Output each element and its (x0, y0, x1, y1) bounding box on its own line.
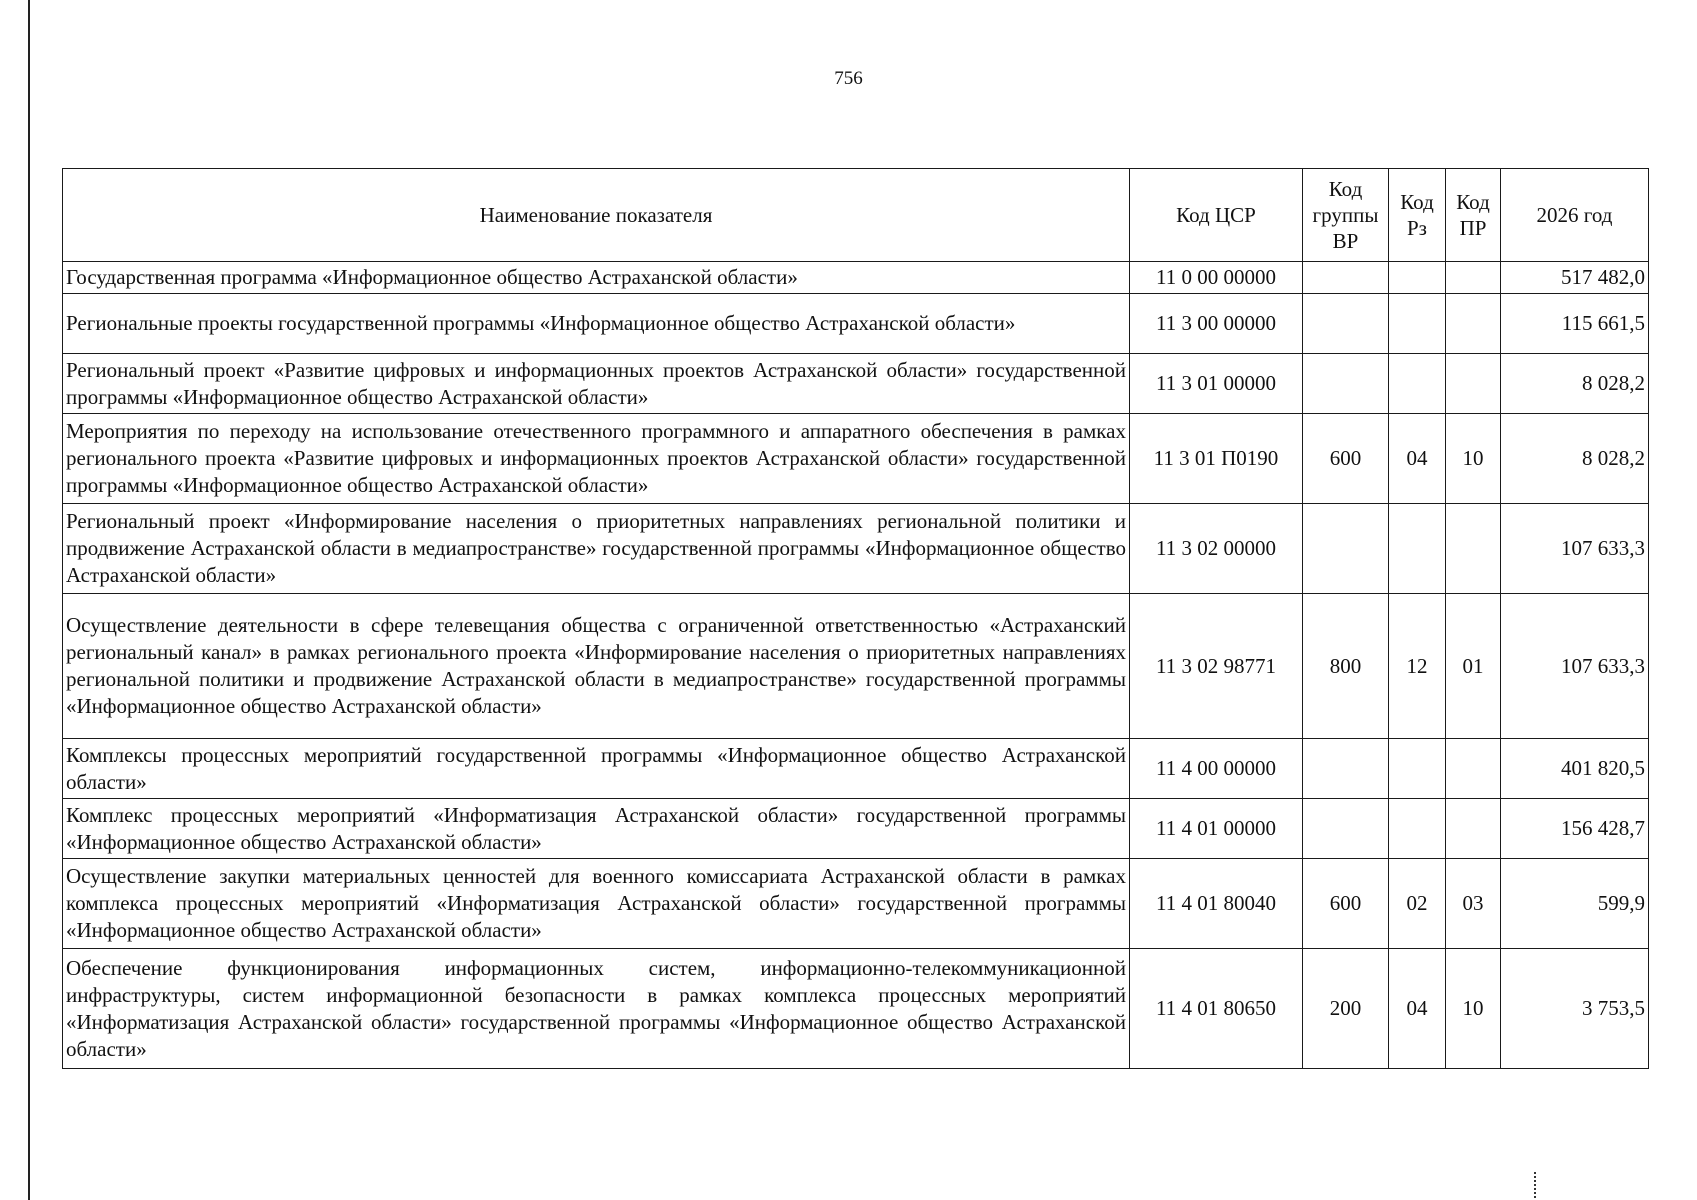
row-csr: 11 4 01 00000 (1130, 799, 1303, 859)
row-pr: 01 (1446, 594, 1501, 739)
header-vr: Код группы ВР (1303, 169, 1389, 262)
row-amount: 3 753,5 (1501, 949, 1649, 1069)
row-csr: 11 3 02 98771 (1130, 594, 1303, 739)
row-name: Мероприятия по переходу на использование отечественного программного и аппаратного обеспечения в рамках регионального проекта «Развитие цифровых и информационных проектов Астраханской области» государственной программы «Информационное общество Астраханской области» (63, 414, 1130, 504)
row-amount: 156 428,7 (1501, 799, 1649, 859)
row-rz: 02 (1389, 859, 1446, 949)
scan-artifact-mark (1534, 1172, 1539, 1198)
row-amount: 107 633,3 (1501, 504, 1649, 594)
row-vr (1303, 262, 1389, 294)
row-amount: 517 482,0 (1501, 262, 1649, 294)
row-name: Региональные проекты государственной программы «Информационное общество Астраханской области» (63, 294, 1130, 354)
row-name: Комплексы процессных мероприятий государственной программы «Информационное общество Астраханской области» (63, 739, 1130, 799)
table-row (63, 859, 1649, 949)
table-row (63, 739, 1649, 799)
row-csr: 11 4 01 80040 (1130, 859, 1303, 949)
row-csr: 11 3 00 00000 (1130, 294, 1303, 354)
table-row (63, 504, 1649, 594)
header-csr: Код ЦСР (1130, 169, 1303, 262)
table-row (63, 414, 1649, 504)
row-rz: 04 (1389, 949, 1446, 1069)
row-name: Осуществление деятельности в сфере телевещания общества с ограниченной ответственностью «Астраханский региональный канал» в рамках регионального проекта «Информирование населения о приоритетных направлениях региональной политики и продвижение Астраханской области в медиапространстве» государственной программы «Информационное общество Астраханской области» (63, 594, 1130, 739)
row-amount: 8 028,2 (1501, 354, 1649, 414)
table-row (63, 949, 1649, 1069)
row-rz (1389, 504, 1446, 594)
row-pr: 03 (1446, 859, 1501, 949)
row-name: Региональный проект «Развитие цифровых и информационных проектов Астраханской области» государственной программы «Информационное общество Астраханской области» (63, 354, 1130, 414)
row-name: Обеспечение функционирования информационных систем, информационно-телекоммуникационной инфраструктуры, систем информационной безопасности в рамках комплекса процессных мероприятий «Информатизация Астраханской области» государственной программы «Информационное общество Астраханской области» (63, 949, 1130, 1069)
row-amount: 599,9 (1501, 859, 1649, 949)
page-number: 756 (834, 68, 863, 89)
row-vr (1303, 294, 1389, 354)
row-pr (1446, 262, 1501, 294)
row-csr: 11 4 01 80650 (1130, 949, 1303, 1069)
row-csr: 11 3 01 П0190 (1130, 414, 1303, 504)
row-rz (1389, 262, 1446, 294)
table-row (63, 354, 1649, 414)
row-name: Региональный проект «Информирование населения о приоритетных направлениях региональной политики и продвижение Астраханской области в медиапространстве» государственной программы «Информационное общество Астраханской области» (63, 504, 1130, 594)
table-row (63, 594, 1649, 739)
header-name: Наименование показателя (63, 169, 1130, 262)
row-csr: 11 3 01 00000 (1130, 354, 1303, 414)
header-year: 2026 год (1501, 169, 1649, 262)
row-name: Осуществление закупки материальных ценностей для военного комиссариата Астраханской области в рамках комплекса процессных мероприятий «Информатизация Астраханской области» государственной программы «Информационное общество Астраханской области» (63, 859, 1130, 949)
row-name: Комплекс процессных мероприятий «Информатизация Астраханской области» государственной программы «Информационное общество Астраханской области» (63, 799, 1130, 859)
table-row (63, 294, 1649, 354)
row-pr: 10 (1446, 414, 1501, 504)
row-rz (1389, 739, 1446, 799)
header-pr: Код ПР (1446, 169, 1501, 262)
header-rz: Код Рз (1389, 169, 1446, 262)
row-vr (1303, 739, 1389, 799)
table-header-row (63, 169, 1649, 262)
row-pr (1446, 294, 1501, 354)
row-rz (1389, 354, 1446, 414)
row-vr: 200 (1303, 949, 1389, 1069)
row-pr (1446, 799, 1501, 859)
row-pr (1446, 504, 1501, 594)
row-name: Государственная программа «Информационное общество Астраханской области» (63, 262, 1130, 294)
row-amount: 115 661,5 (1501, 294, 1649, 354)
row-amount: 107 633,3 (1501, 594, 1649, 739)
row-pr (1446, 354, 1501, 414)
row-rz: 04 (1389, 414, 1446, 504)
row-csr: 11 3 02 00000 (1130, 504, 1303, 594)
row-vr (1303, 504, 1389, 594)
row-csr: 11 0 00 00000 (1130, 262, 1303, 294)
row-vr: 800 (1303, 594, 1389, 739)
row-rz: 12 (1389, 594, 1446, 739)
row-vr: 600 (1303, 859, 1389, 949)
row-vr: 600 (1303, 414, 1389, 504)
row-amount: 8 028,2 (1501, 414, 1649, 504)
row-vr (1303, 799, 1389, 859)
table-row (63, 262, 1649, 294)
row-vr (1303, 354, 1389, 414)
row-rz (1389, 799, 1446, 859)
budget-table (62, 168, 1649, 1069)
row-amount: 401 820,5 (1501, 739, 1649, 799)
row-rz (1389, 294, 1446, 354)
row-pr (1446, 739, 1501, 799)
scan-binding-edge (28, 0, 30, 1200)
row-pr: 10 (1446, 949, 1501, 1069)
row-csr: 11 4 00 00000 (1130, 739, 1303, 799)
table-row (63, 799, 1649, 859)
